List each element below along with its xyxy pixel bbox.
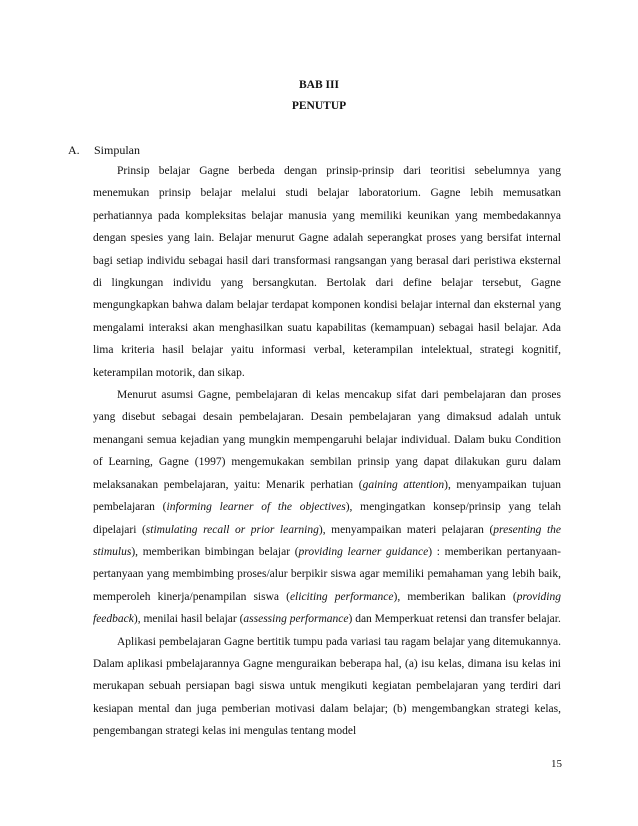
italic-term: informing learner of the objectives [166,501,346,514]
italic-term: gaining attention [362,478,445,491]
chapter-number-text: BAB III [299,79,339,91]
italic-term: stimulating recall or prior learning [145,523,319,536]
italic-term: providing feedback [93,590,561,626]
page-number: 15 [551,758,562,770]
section-title: Simpulan [94,143,141,157]
text-run: ), memberikan balikan ( [393,590,517,603]
text-run: Menurut asumsi Gagne, pembelajaran di kelas mencakup sifat dari pembelajaran dan proses yang disebut sebagai desain pembelajaran. Desain pembelajaran yang dimaksud adalah untuk menangani semua kejadian yang mungkin mempengaruhi belajar individual. Dalam buku Condition of Learning, Gagne (1997) mengemukakan sembilan prinsip yang dapat dilakukan guru dalam melaksanakan pembelajaran, yaitu: Menarik perhatian ( [93,389,561,491]
paragraph [93,384,561,630]
text-run: ), mengingatkan konsep/prinsip yang telah dipelajari ( [93,501,561,536]
text-run: ), menyampaikan materi pelajaran ( [318,523,494,536]
text-run: ) dan Memperkuat retensi dan transfer belajar. [348,613,561,626]
section-heading [68,143,140,158]
text-run: ), menyampaikan tujuan pembelajaran ( [93,478,561,514]
paragraph [93,160,561,384]
body-text [93,160,561,743]
text-run: ) : memberikan pertanyaan-pertanyaan yang membimbing proses/alur berpikir siswa agar memiliki pemahaman yang lebih baik, memperoleh kinerja/penampilan siswa ( [93,545,561,603]
section-letter: A. [68,143,80,157]
text-run: Prinsip belajar Gagne berbeda dengan prinsip-prinsip dari teoritisi sebelumnya yang menemukan prinsip belajar melalui studi belajar laboratorium. Gagne lebih memusatkan perhatiannya pada kompleksitas belajar manusia yang memiliki keunikan yang membedakannya dengan spesies yang lain. Belajar menurut Gagne adalah seperangkat proses yang bersifat internal bagi setiap individu sebagai hasil dari transformasi rangsangan yang berasal dari peristiwa eksternal di lingkungan individu yang bersangkutan. Bertolak dari define belajar tersebut, Gagne mengungkapkan bahwa dalam belajar terdapat komponen kondisi belajar internal dan eksternal yang mengalami interaksi akan menghasilkan suatu kapabilitas (kemampuan) sebagai hasil belajar. Ada lima kriteria hasil belajar yaitu informasi verbal, keterampilan intelektual, strategi kognitif, keterampilan motorik, dan sikap. [93,165,561,379]
italic-term: presenting the stimulus [93,523,561,558]
chapter-title [0,100,638,112]
italic-term: assessing performance [243,613,349,626]
text-run: ), menilai hasil belajar ( [133,613,244,626]
chapter-number [0,79,638,91]
text-run: ), memberikan bimbingan belajar ( [131,545,299,558]
chapter-title-text: PENUTUP [291,100,347,112]
italic-term: providing learner guidance [298,545,429,558]
paragraph [93,631,561,743]
text-run: Aplikasi pembelajaran Gagne bertitik tumpu pada variasi tau ragam belajar yang ditemukannya. Dalam aplikasi pmbelajarannya Gagne menguraikan beberapa hal, (a) isu kelas, dimana isu kelas ini merukapan sebuah persiapan bagi siswa untuk mengikuti kegiatan pembelajaran yang terdiri dari kesiapan mental dan juga pemberian motivasi dalam belajar; (b) mengembangkan strategi kelas, pengembangan strategi kelas ini mengulas tentang model [93,635,561,738]
italic-term: eliciting performance [289,590,394,603]
